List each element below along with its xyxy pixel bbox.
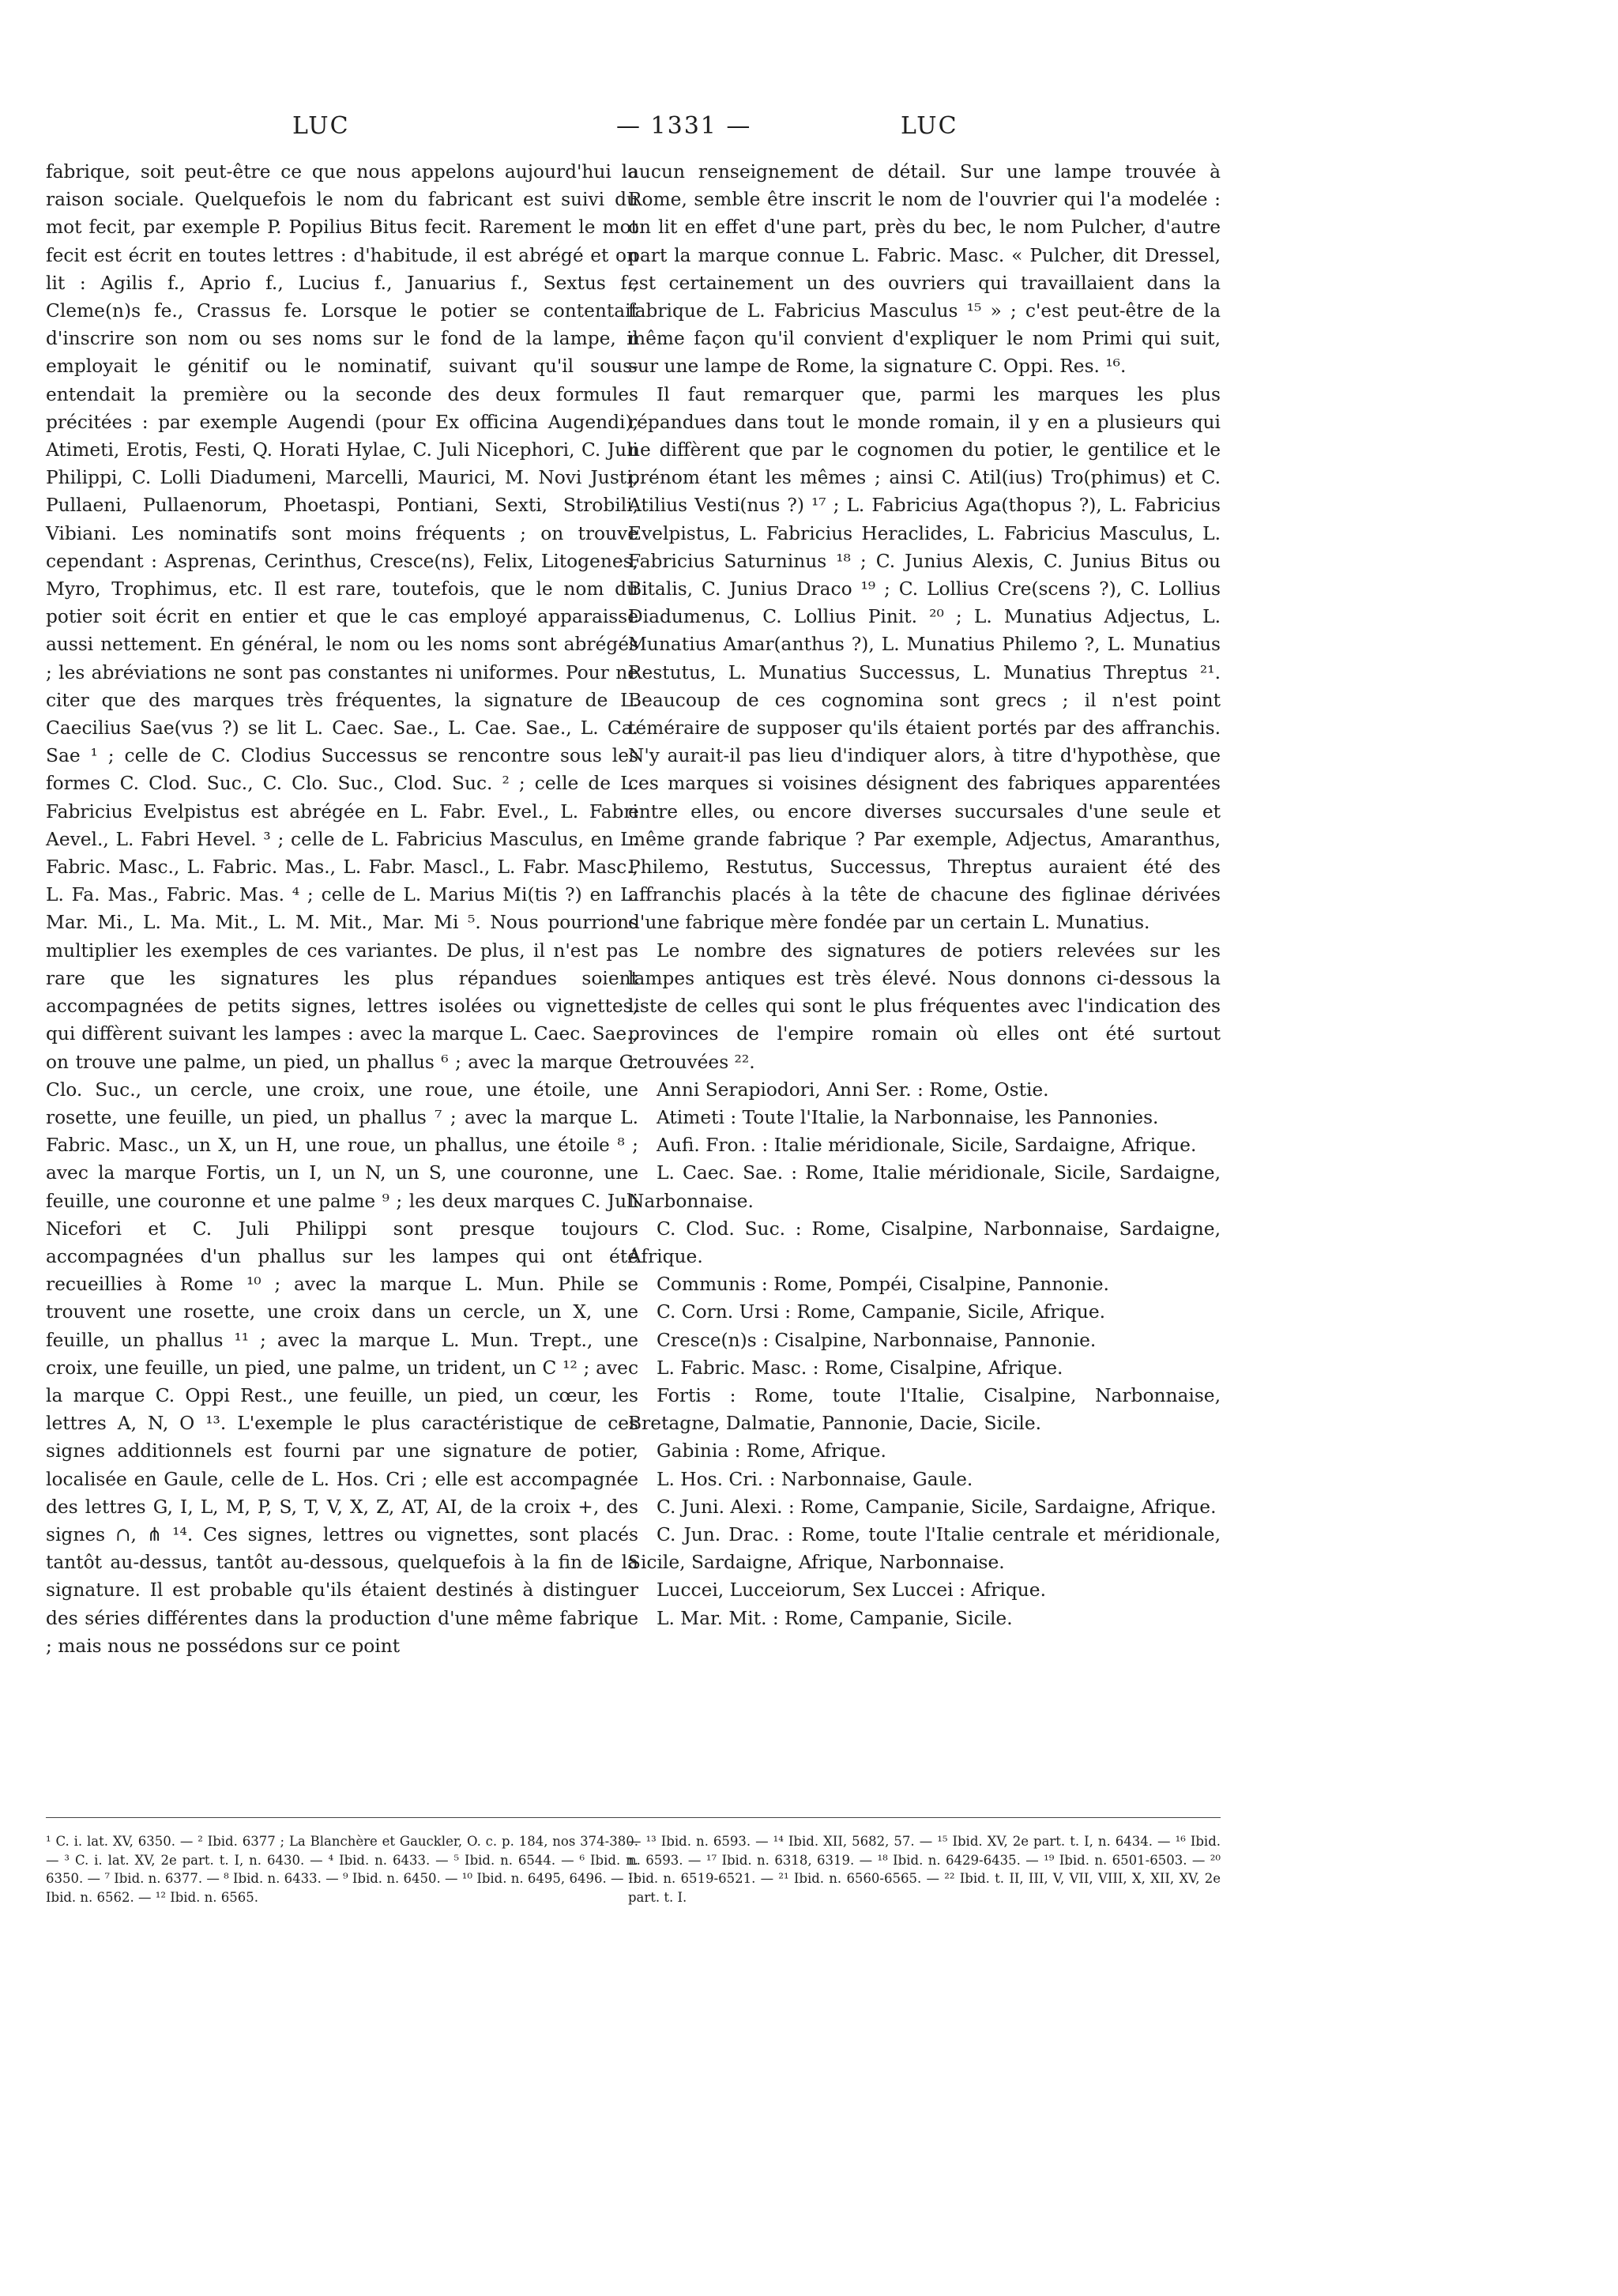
list-item: L. Hos. Cri. : Narbonnaise, Gaule.	[657, 1468, 973, 1490]
list-item: Atimeti : Toute l'Italie, la Narbonnaise, les Pannonies.	[657, 1106, 1159, 1128]
list-item: Cresce(n)s : Cisalpine, Narbonnaise, Pannonie.	[657, 1329, 1097, 1351]
list-item: Anni Serapiodori, Anni Ser. : Rome, Ostie.	[657, 1078, 1049, 1101]
right-paragraph-2: Il faut remarquer que, parmi les marques les plus répandues dans tout le monde romain, il y en a plusieurs qui ne diffèrent que par le cognomen du potier, le gentilice et le prénom étant les mêmes ; ainsi C. Atil(ius) Tro(phimus) et C. Atilius Vesti(nus ?) ¹⁷ ; L. Fabricius Aga(thopus ?), L. Fabricius Evelpistus, L. Fabricius Heraclides, L. Fabricius Masculus, L. Fabricius Saturninus ¹⁸ ; C. Junius Alexis, C. Junius Bitus ou Bitalis, C. Junius Draco ¹⁹ ; C. Lollius Cre(scens ?), C. Lollius Diadumenus, C. Lollius Pinit. ²⁰ ; L. Munatius Adjectus, L. Munatius Amar(anthus ?), L. Munatius Philemo ?, L. Munatius Restutus, L. Munatius Successus, L. Munatius Threptus ²¹. Beaucoup de ces cognomina sont grecs ; il n'est point téméraire de supposer qu'ils étaient portés par des affranchis. N'y aurait-il pas lieu d'indiquer alors, à titre d'hypothèse, que ces marques si voisines désignent des fabriques apparentées entre elles, ou encore diverses succursales d'une seule et même grande fabrique ? Par exemple, Adjectus, Amaranthus, Philemo, Restutus, Successus, Threptus auraient été des affranchis placés à la tête de chacune des figlinae dérivées d'une fabrique mère fondée par un certain L. Munatius.	[628, 383, 1221, 934]
list-item: L. Mar. Mit. : Rome, Campanie, Sicile.	[657, 1607, 1013, 1629]
list-item: C. Corn. Ursi : Rome, Campanie, Sicile, Afrique.	[657, 1301, 1106, 1323]
list-item: Luccei, Lucceiorum, Sex Luccei : Afrique.	[657, 1579, 1046, 1602]
list-item: L. Fabric. Masc. : Rome, Cisalpine, Afrique.	[657, 1357, 1063, 1379]
left-column	[46, 158, 638, 1660]
list-item: Gabinia : Rome, Afrique.	[657, 1440, 886, 1462]
right-column	[628, 158, 1221, 1632]
footnotes-left: ¹ C. i. lat. XV, 6350. — ² Ibid. 6377 ; La Blanchère et Gauckler, O. c. p. 184, nos 374-380. — ³ C. i. lat. XV, 2e part. t. I, n. 6430. — ⁴ Ibid. n. 6433. — ⁵ Ibid. n. 6544. — ⁶ Ibid. n. 6350. — ⁷ Ibid. n. 6377. — ⁸ Ibid. n. 6433. — ⁹ Ibid. n. 6450. — ¹⁰ Ibid. n. 6495, 6496. — ¹¹ Ibid. n. 6562. — ¹² Ibid. n. 6565.	[46, 1817, 638, 1906]
footnotes-right: — ¹³ Ibid. n. 6593. — ¹⁴ Ibid. XII, 5682, 57. — ¹⁵ Ibid. XV, 2e part. t. I, n. 6434. — ¹⁶ Ibid. n. 6593. — ¹⁷ Ibid. n. 6318, 6319. — ¹⁸ Ibid. n. 6429-6435. — ¹⁹ Ibid. n. 6501-6503. — ²⁰ Ibid. n. 6519-6521. — ²¹ Ibid. n. 6560-6565. — ²² Ibid. t. II, III, V, VII, VIII, X, XII, XV, 2e part. t. I.	[628, 1817, 1221, 1906]
left-paragraph-1: fabrique, soit peut-être ce que nous appelons aujourd'hui la raison sociale. Quelquefois le nom du fabricant est suivi du mot fecit, par exemple P. Popilius Bitus fecit. Rarement le mot fecit est écrit en toutes lettres : d'habitude, il est abrégé et on lit : Agilis f., Aprio f., Lucius f., Januarius f., Sextus f., Cleme(n)s fe., Crassus fe. Lorsque le potier se contentait d'inscrire son nom ou ses noms sur le fond de la lampe, il employait le génitif ou le nominatif, suivant qu'il sous-entendait la première ou la seconde des deux formules précitées : par exemple Augendi (pour Ex officina Augendi), Atimeti, Erotis, Festi, Q. Horati Hylae, C. Juli Nicephori, C. Juli Philippi, C. Lolli Diadumeni, Marcelli, Maurici, M. Novi Justi, Pullaeni, Pullaenorum, Phoetaspi, Pontiani, Sexti, Strobili, Vibiani. Les nominatifs sont moins fréquents ; on trouve cependant : Asprenas, Cerinthus, Cresce(ns), Felix, Litogenes, Myro, Trophimus, etc. Il est rare, toutefois, que le nom du potier soit écrit en entier et que le cas employé apparaisse aussi nettement. En général, le nom ou les noms sont abrégés ; les abréviations ne sont pas constantes ni uniformes. Pour ne citer que des marques très fréquentes, la signature de L. Caecilius Sae(vus ?) se lit L. Caec. Sae., L. Cae. Sae., L. Ca. Sae ¹ ; celle de C. Clodius Successus se rencontre sous les formes C. Clod. Suc., C. Clo. Suc., Clod. Suc. ² ; celle de L. Fabricius Evelpistus est abrégée en L. Fabr. Evel., L. Fabri Aevel., L. Fabri Hevel. ³ ; celle de L. Fabricius Masculus, en L. Fabric. Masc., L. Fabric. Mas., L. Fabr. Mascl., L. Fabr. Masc., L. Fa. Mas., Fabric. Mas. ⁴ ; celle de L. Marius Mi(tis ?) en L. Mar. Mi., L. Ma. Mit., L. M. Mit., Mar. Mi ⁵. Nous pourrions multiplier les exemples de ces variantes. De plus, il n'est pas rare que les signatures les plus répandues soient accompagnées de petits signes, lettres isolées ou vignettes, qui diffèrent suivant les lampes : avec la marque L. Caec. Sae., on trouve une palme, un pied, un phallus ⁶ ; avec la marque C. Clo. Suc., un cercle, une croix, une roue, une étoile, une rosette, une feuille, un pied, un phallus ⁷ ; avec la marque L. Fabric. Masc., un X, un H, une roue, un phallus, une étoile ⁸ ; avec la marque Fortis, un I, un N, un S, une couronne, une feuille, une couronne et une palme ⁹ ; les deux marques C. Juli Nicefori et C. Juli Philippi sont presque toujours accompagnées d'un phallus sur les lampes qui ont été recueillies à Rome ¹⁰ ; avec la marque L. Mun. Phile se trouvent une rosette, une croix dans un cercle, un X, une feuille, un phallus ¹¹ ; avec la marque L. Mun. Trept., une croix, une feuille, un pied, une palme, un trident, un C ¹² ; avec la marque C. Oppi Rest., une feuille, un pied, un cœur, les lettres A, N, O ¹³. L'exemple le plus caractéristique de ces signes additionnels est fourni par une signature de potier, localisée en Gaule, celle de L. Hos. Cri ; elle est accompagnée des lettres G, I, L, M, P, S, T, V, X, Z, AT, AI, de la croix +, des signes ∩, ⋔ ¹⁴. Ces signes, lettres ou vignettes, sont placés tantôt au-dessus, tantôt au-dessous, quelquefois à la fin de la signature. Il est probable qu'ils étaient destinés à distinguer des séries différentes dans la production d'une même fabrique ; mais nous ne possédons sur ce point	[46, 161, 638, 1657]
list-item: C. Jun. Drac. : Rome, toute l'Italie centrale et méridionale, Sicile, Sardaigne, Afrique, Narbonnaise.	[628, 1523, 1221, 1574]
right-paragraph-1: aucun renseignement de détail. Sur une lampe trouvée à Rome, semble être inscrit le nom de l'ouvrier qui l'a modelée : on lit en effet d'une part, près du bec, le nom Pulcher, d'autre part la marque connue L. Fabric. Masc. « Pulcher, dit Dressel, est certainement un des ouvriers qui travaillaient dans la fabrique de L. Fabricius Masculus ¹⁵ » ; c'est peut-être de la même façon qu'il convient d'expliquer le nom Primi qui suit, sur une lampe de Rome, la signature C. Oppi. Res. ¹⁶.	[628, 161, 1221, 378]
list-item: L. Caec. Sae. : Rome, Italie méridionale, Sicile, Sardaigne, Narbonnaise.	[628, 1162, 1221, 1212]
list-item: Aufi. Fron. : Italie méridionale, Sicile, Sardaigne, Afrique.	[657, 1135, 1197, 1157]
list-item: C. Clod. Suc. : Rome, Cisalpine, Narbonnaise, Sardaigne, Afrique.	[628, 1218, 1221, 1267]
right-paragraph-3: Le nombre des signatures de potiers relevées sur les lampes antiques est très élevé. Nous donnons ci-dessous la liste de celles qui sont le plus fréquentes avec l'indication des provinces de l'empire romain où elles ont été surtout retrouvées ²².	[628, 939, 1221, 1073]
list-item: Fortis : Rome, toute l'Italie, Cisalpine, Narbonnaise, Bretagne, Dalmatie, Pannonie, Dacie, Sicile.	[628, 1384, 1221, 1435]
running-head-left: LUC	[292, 112, 350, 140]
list-item: C. Juni. Alexi. : Rome, Campanie, Sicile, Sardaigne, Afrique.	[657, 1496, 1217, 1518]
list-item: Communis : Rome, Pompéi, Cisalpine, Pannonie.	[657, 1274, 1109, 1296]
page-number: — 1331 —	[616, 112, 752, 140]
running-head-right: LUC	[901, 112, 958, 140]
potter-signature-list	[628, 1076, 1221, 1632]
